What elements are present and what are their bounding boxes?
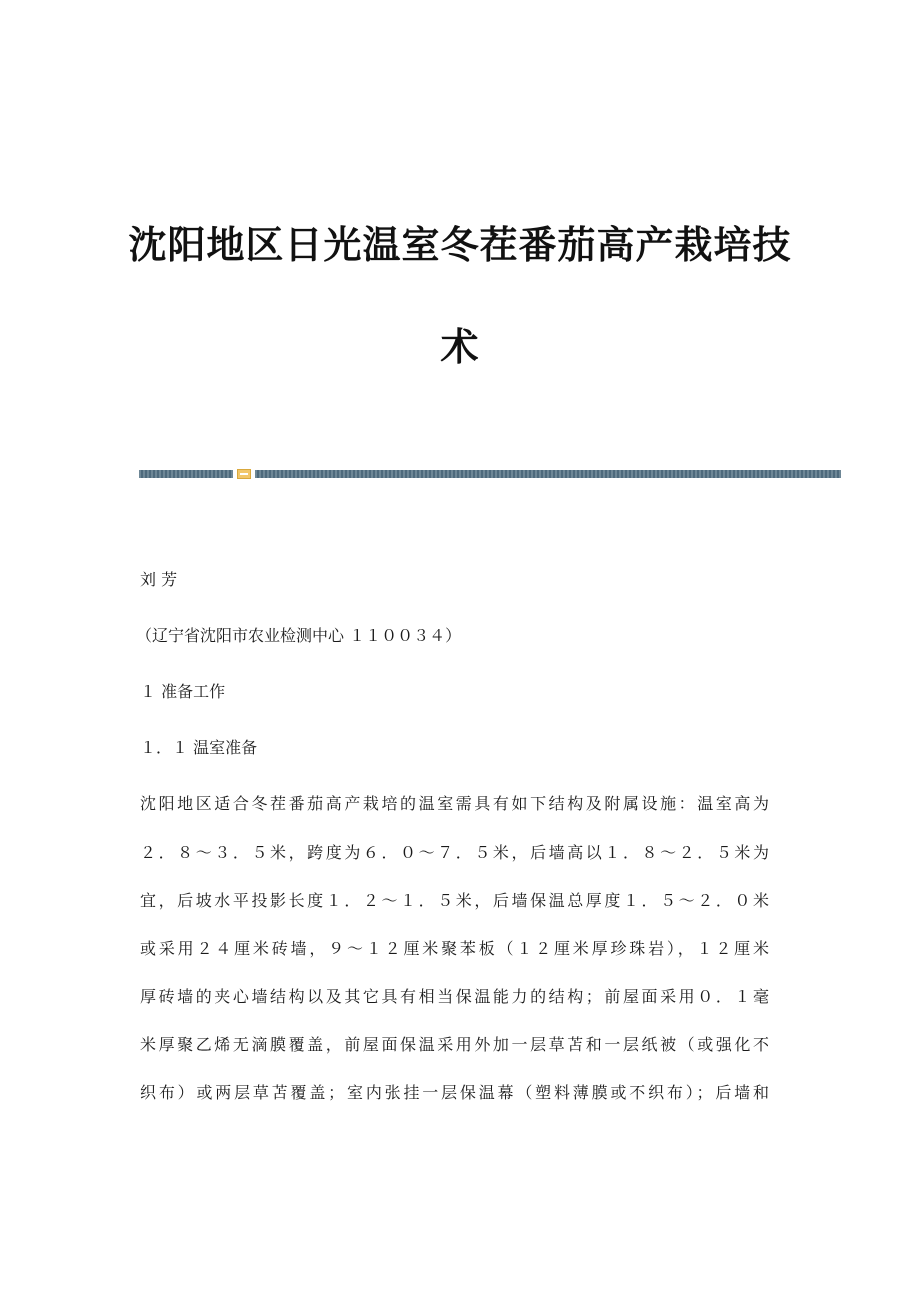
- author-name: 刘 芳: [140, 570, 178, 589]
- title-divider-left: [139, 470, 233, 478]
- title-divider-right: [255, 470, 841, 478]
- body-text-line: 织布）或两层草苫覆盖；室内张挂一层保温幕（塑料薄膜或不织布）；后墙和: [140, 1083, 769, 1102]
- body-text-line: 厚砖墙的夹心墙结构以及其它具有相当保温能力的结构；前屋面采用０．１毫: [140, 987, 769, 1006]
- author-affiliation: （辽宁省沈阳市农业检测中心 １１００３４）: [136, 626, 462, 645]
- body-text-line: ２．８～３．５米，跨度为６．０～７．５米，后墙高以１．８～２．５米为: [140, 843, 769, 862]
- divider-ornament-icon: [237, 469, 251, 479]
- body-text-line: 宜，后坡水平投影长度１．２～１．５米，后墙保温总厚度１．５～２．０米: [140, 891, 769, 910]
- body-text-line: 或采用２４厘米砖墙，９～１２厘米聚苯板（１２厘米厚珍珠岩），１２厘米: [140, 939, 769, 958]
- section-heading-1: １ 准备工作: [140, 682, 226, 701]
- body-text-line: 米厚聚乙烯无滴膜覆盖，前屋面保温采用外加一层草苫和一层纸被（或强化不: [140, 1035, 769, 1054]
- section-heading-1-1: １．１ 温室准备: [140, 738, 258, 757]
- document-title-line-1: 沈阳地区日光温室冬茬番茄高产栽培技: [128, 222, 792, 267]
- document-title-line-2: 术: [440, 324, 480, 369]
- body-text-line: 沈阳地区适合冬茬番茄高产栽培的温室需具有如下结构及附属设施：温室高为: [140, 794, 769, 813]
